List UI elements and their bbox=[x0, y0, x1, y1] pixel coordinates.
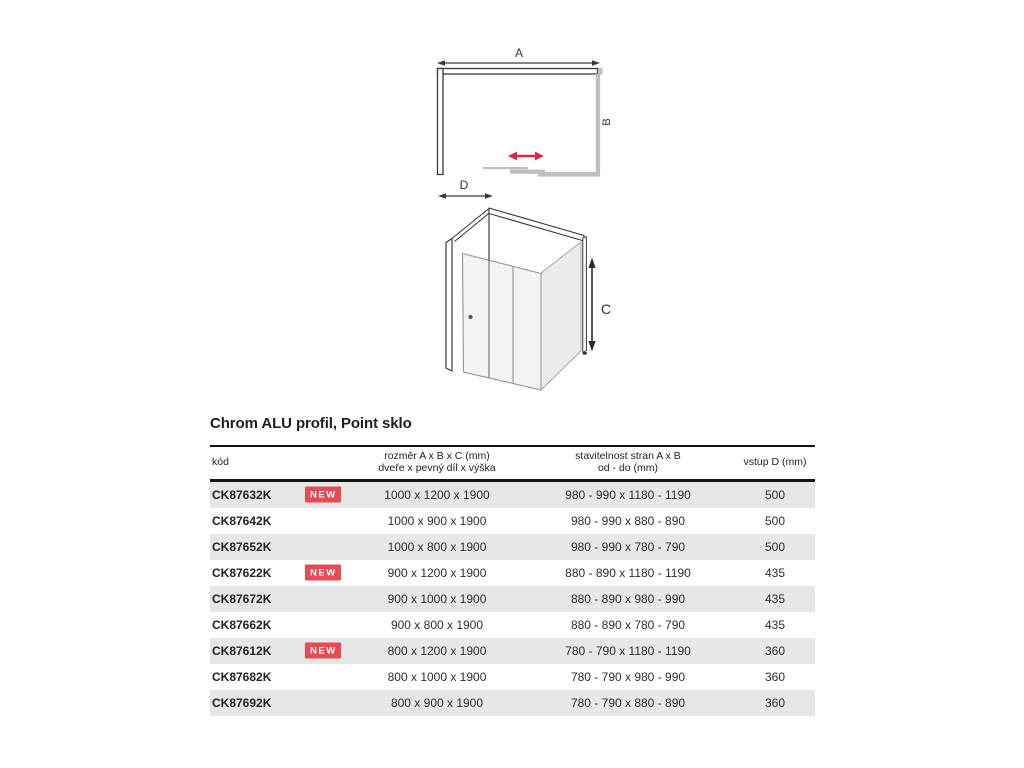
adjust-value: 980 - 990 x 780 - 790 bbox=[570, 539, 686, 554]
door-slide-arrow-icon bbox=[508, 152, 544, 161]
dimension-b-label: B bbox=[601, 118, 613, 126]
size-value: 900 x 1000 x 1900 bbox=[387, 591, 487, 606]
new-badge: NEW bbox=[305, 643, 341, 659]
product-code: CK87662K bbox=[212, 617, 272, 632]
entry-value: 435 bbox=[764, 565, 786, 580]
dimension-a-label: A bbox=[514, 46, 524, 60]
adjust-value: 880 - 890 x 1180 - 1190 bbox=[565, 565, 691, 580]
front-door-glass bbox=[463, 254, 542, 391]
isometric-view-diagram bbox=[435, 202, 635, 402]
product-code: CK87632K bbox=[212, 487, 272, 502]
size-value: 1000 x 1200 x 1900 bbox=[384, 487, 490, 502]
size-value: 800 x 1200 x 1900 bbox=[387, 643, 487, 658]
header-code: kód bbox=[212, 456, 229, 469]
top-wall-profile bbox=[438, 69, 598, 75]
dimension-d-arrow bbox=[438, 178, 493, 199]
door-handle-knob bbox=[468, 315, 472, 319]
table-row bbox=[210, 508, 815, 534]
top-left-rail bbox=[453, 209, 491, 242]
table-row bbox=[210, 638, 815, 664]
plan-view-diagram bbox=[425, 40, 625, 205]
spec-table bbox=[210, 445, 815, 716]
top-right-rail bbox=[489, 208, 584, 241]
dimension-d-label: D bbox=[459, 178, 469, 192]
adjust-value: 880 - 890 x 780 - 790 bbox=[570, 617, 686, 632]
right-corner-profile bbox=[583, 237, 587, 353]
table-row bbox=[210, 690, 815, 716]
size-value: 800 x 1000 x 1900 bbox=[387, 669, 487, 684]
product-code: CK87682K bbox=[212, 669, 272, 684]
entry-value: 500 bbox=[764, 539, 786, 554]
entry-value: 360 bbox=[764, 643, 786, 658]
table-body bbox=[210, 482, 815, 716]
new-badge: NEW bbox=[305, 565, 341, 581]
new-badge: NEW bbox=[305, 487, 341, 503]
entry-value: 360 bbox=[764, 669, 786, 684]
size-value: 1000 x 900 x 1900 bbox=[387, 513, 487, 528]
page-title: Chrom ALU profil, Point sklo bbox=[210, 415, 412, 432]
product-code: CK87612K bbox=[212, 643, 272, 658]
dimension-c-arrow bbox=[588, 258, 611, 352]
adjust-value: 780 - 790 x 980 - 990 bbox=[570, 669, 686, 684]
adjust-value: 880 - 890 x 980 - 990 bbox=[570, 591, 686, 606]
dimension-c-label: C bbox=[600, 301, 612, 317]
product-code: CK87642K bbox=[212, 513, 272, 528]
adjust-value: 980 - 990 x 880 - 890 bbox=[570, 513, 686, 528]
side-glass-panel bbox=[541, 242, 581, 390]
size-value: 1000 x 800 x 1900 bbox=[387, 539, 487, 554]
left-wall-profile bbox=[438, 69, 444, 175]
table-row bbox=[210, 534, 815, 560]
table-row bbox=[210, 586, 815, 612]
entry-value: 360 bbox=[764, 695, 786, 710]
table-row bbox=[210, 482, 815, 508]
sliding-door-panels bbox=[483, 167, 600, 177]
table-row bbox=[210, 612, 815, 638]
left-wall-slab bbox=[446, 239, 452, 372]
adjust-value: 780 - 790 x 1180 - 1190 bbox=[565, 643, 691, 658]
adjust-value: 980 - 990 x 1180 - 1190 bbox=[565, 487, 691, 502]
header-size: rozměr A x B x C (mm) dveře x pevný díl x výška bbox=[378, 450, 496, 475]
header-entry: vstup D (mm) bbox=[743, 456, 807, 469]
entry-value: 500 bbox=[764, 513, 786, 528]
header-adjustability: stavitelnost stran A x B od - do (mm) bbox=[575, 450, 681, 475]
top-wall-end-cap bbox=[598, 68, 603, 75]
right-profile-foot bbox=[582, 352, 587, 355]
size-value: 800 x 900 x 1900 bbox=[390, 695, 484, 710]
table-header-row bbox=[210, 445, 815, 482]
product-code: CK87622K bbox=[212, 565, 272, 580]
product-code: CK87692K bbox=[212, 695, 272, 710]
product-code: CK87672K bbox=[212, 591, 272, 606]
size-value: 900 x 800 x 1900 bbox=[390, 617, 484, 632]
entry-value: 500 bbox=[764, 487, 786, 502]
entry-value: 435 bbox=[764, 591, 786, 606]
right-fixed-panel bbox=[596, 74, 600, 173]
product-code: CK87652K bbox=[212, 539, 272, 554]
dimension-a-arrow bbox=[437, 46, 600, 66]
size-value: 900 x 1200 x 1900 bbox=[387, 565, 487, 580]
entry-value: 435 bbox=[764, 617, 786, 632]
table-row bbox=[210, 560, 815, 586]
table-row bbox=[210, 664, 815, 690]
adjust-value: 780 - 790 x 880 - 890 bbox=[570, 695, 686, 710]
